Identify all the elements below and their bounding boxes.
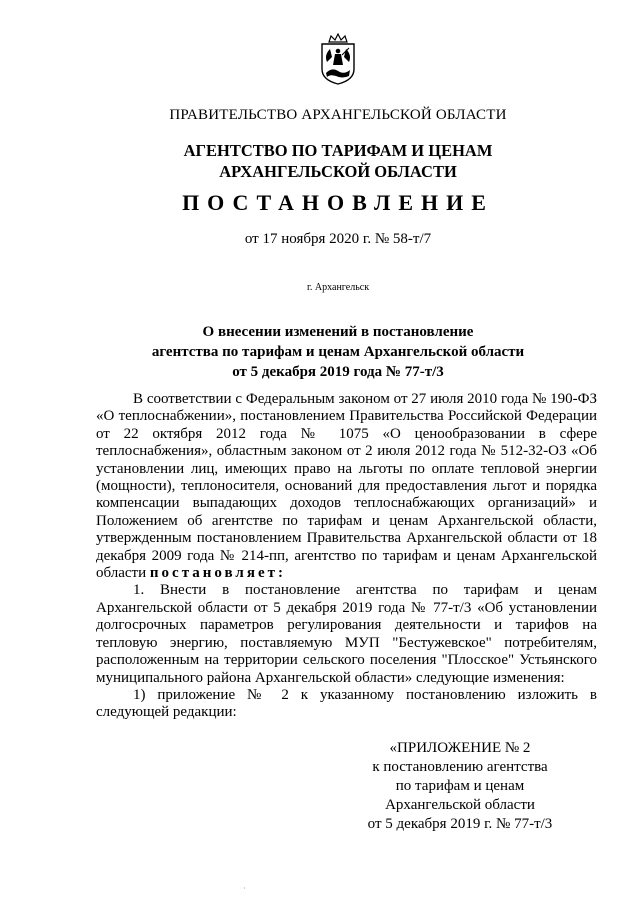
decree-colon: :	[278, 565, 286, 582]
appendix-line2: к постановлению агентства	[372, 759, 548, 775]
subject-line1: О внесении изменений в постановление	[202, 324, 474, 340]
appendix-line4: Архангельской области	[385, 797, 535, 813]
document-type-title: ПОСТАНОВЛЕНИЕ	[182, 190, 494, 215]
appendix-line1: «ПРИЛОЖЕНИЕ № 2	[389, 740, 531, 756]
document-body	[96, 391, 597, 722]
appendix-line5: от 5 декабря 2019 г. № 77-т/3	[367, 816, 553, 832]
body-paragraph-subitem-1: 1) приложение № 2 к указанному постановлению изложить в следующей редакции:	[96, 686, 597, 721]
appendix-heading	[362, 739, 558, 834]
appendix-line3: по тарифам и ценам	[395, 778, 525, 794]
coat-of-arms-icon	[318, 33, 358, 85]
document-date-number: от 17 ноября 2020 г. № 58-т/7	[244, 231, 432, 247]
subject-line2: агентства по тарифам и ценам Архангельской области	[151, 344, 525, 360]
document-subject	[0, 322, 640, 382]
subject-line3: от 5 декабря 2019 года № 77-т/3	[232, 364, 444, 380]
agency-name-line1: АГЕНТСТВО ПО ТАРИФАМ И ЦЕНАМ	[183, 141, 493, 160]
document-city: г. Архангельск	[306, 282, 370, 293]
decree-word: постановляет	[149, 565, 278, 582]
government-name: ПРАВИТЕЛЬСТВО АРХАНГЕЛЬСКОЙ ОБЛАСТИ	[169, 107, 507, 123]
agency-name-line2: АРХАНГЕЛЬСКОЙ ОБЛАСТИ	[219, 162, 457, 181]
preamble-text: В соответствии с Федеральным законом от 27 июля 2010 года № 190-ФЗ «О теплоснабжении», постановлением Правительства Российской Федерации от 22 октября 2012 года № 1075 «О ценообразовании в сфере теплоснабжения», областным законом от 2 июля 2012 года № 512-32-ОЗ «Об установлении лиц, имеющих право на льготы по оплате тепловой энергии (мощности), теплоносителя, оснований для предоставления льгот и порядка компенсации выпадающих доходов теплоснабжающих организаций» и Положением об агентстве по тарифам и ценам Архангельской области, утвержденным постановлением Правительства Архангельской области от 18 декабря 2009 года № 214-пп, агентство по тарифам и ценам Архангельской области	[96, 391, 597, 582]
agency-name	[0, 140, 640, 182]
page-mark: ·	[243, 884, 246, 893]
body-paragraph-preamble	[96, 391, 597, 582]
body-paragraph-item-1: 1. Внести в постановление агентства по тарифам и ценам Архангельской области от 5 декабря 2019 года № 77-т/3 «Об установлении долгосрочных параметров регулирования деятельности и тарифов на тепловую энергию, поставляемую МУП "Бестужевское" потребителям, расположенным на территории сельского поселения "Плосское" Устьянского муниципального района Архангельской области» следующие изменения:	[96, 582, 597, 686]
